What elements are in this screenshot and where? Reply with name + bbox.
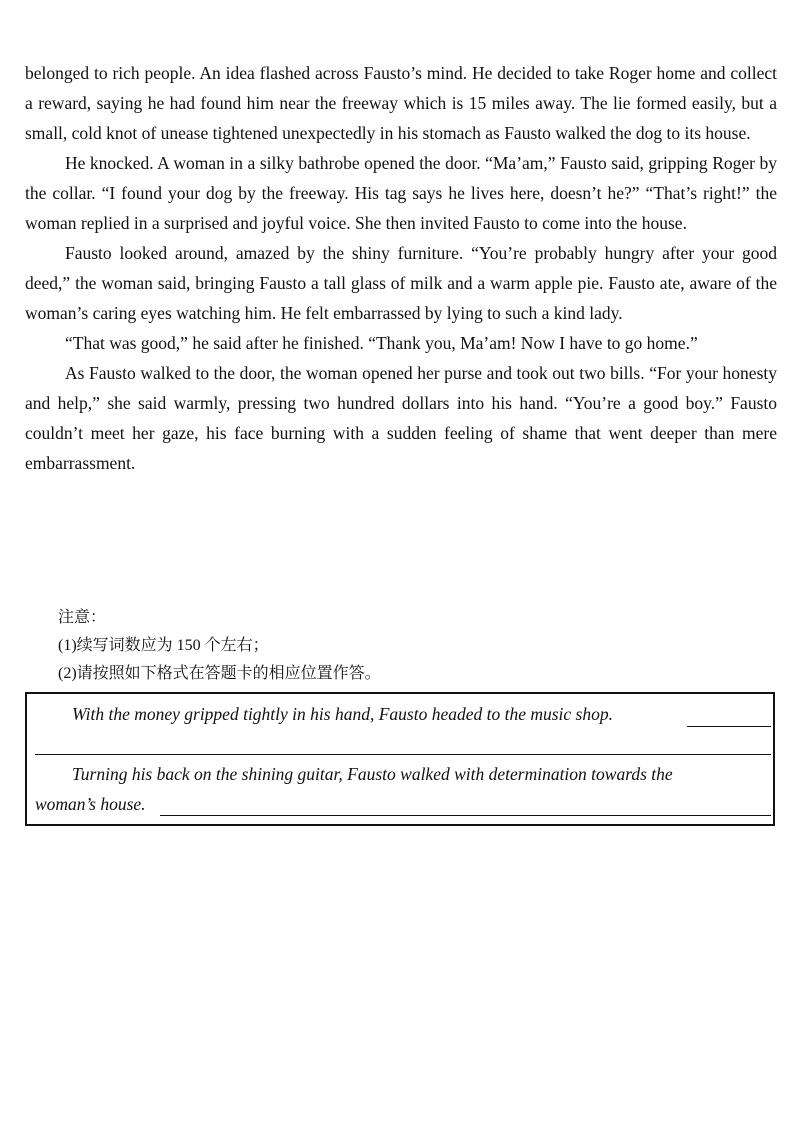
- story-paragraph: belonged to rich people. An idea flashed across Fausto’s mind. He decided to take Roger home and collect a reward, saying he had found him near the freeway which is 15 miles away. The lie formed easily, but a small, cold knot of unease tightened unexpectedly in his stomach as Fausto walked the dog to its house.: [25, 63, 777, 143]
- story-passage: [25, 58, 777, 478]
- note-item: (1)续写词数应为 150 个左右；: [58, 637, 269, 654]
- instructions-notes: [58, 604, 758, 688]
- writing-line: [35, 754, 771, 755]
- story-paragraph: As Fausto walked to the door, the woman opened her purse and took out two bills. “For your honesty and help,” she said warmly, pressing two hundred dollars into his hand. “You’re a good boy.” Fausto couldn’t meet her gaze, his face burning with a sudden feeling of shame that went deeper than mere embarrassment.: [25, 363, 777, 473]
- paragraph2-opening-cont: woman’s house.: [35, 794, 146, 814]
- writing-line: [687, 726, 771, 727]
- story-paragraph: He knocked. A woman in a silky bathrobe opened the door. “Ma’am,” Fausto said, gripping Roger by the collar. “I found your dog by the freeway. His tag says he lives here, doesn’t he?” “That’s right!” the woman replied in a surprised and joyful voice. She then invited Fausto to come into the house.: [25, 153, 777, 233]
- paragraph2-opening: Turning his back on the shining guitar, Fausto walked with determination towards the: [72, 764, 673, 784]
- writing-line: [160, 815, 771, 816]
- notes-heading: 注意：: [58, 609, 107, 626]
- answer-format-box: [25, 692, 775, 826]
- paragraph1-opening: With the money gripped tightly in his hand, Fausto headed to the music shop.: [72, 704, 613, 724]
- story-paragraph: “That was good,” he said after he finished. “Thank you, Ma’am! Now I have to go home.”: [65, 333, 698, 353]
- note-item: (2)请按照如下格式在答题卡的相应位置作答。: [58, 665, 381, 682]
- story-paragraph: Fausto looked around, amazed by the shiny furniture. “You’re probably hungry after your good deed,” the woman said, bringing Fausto a tall glass of milk and a warm apple pie. Fausto ate, aware of the woman’s caring eyes watching him. He felt embarrassed by lying to such a kind lady.: [25, 243, 777, 323]
